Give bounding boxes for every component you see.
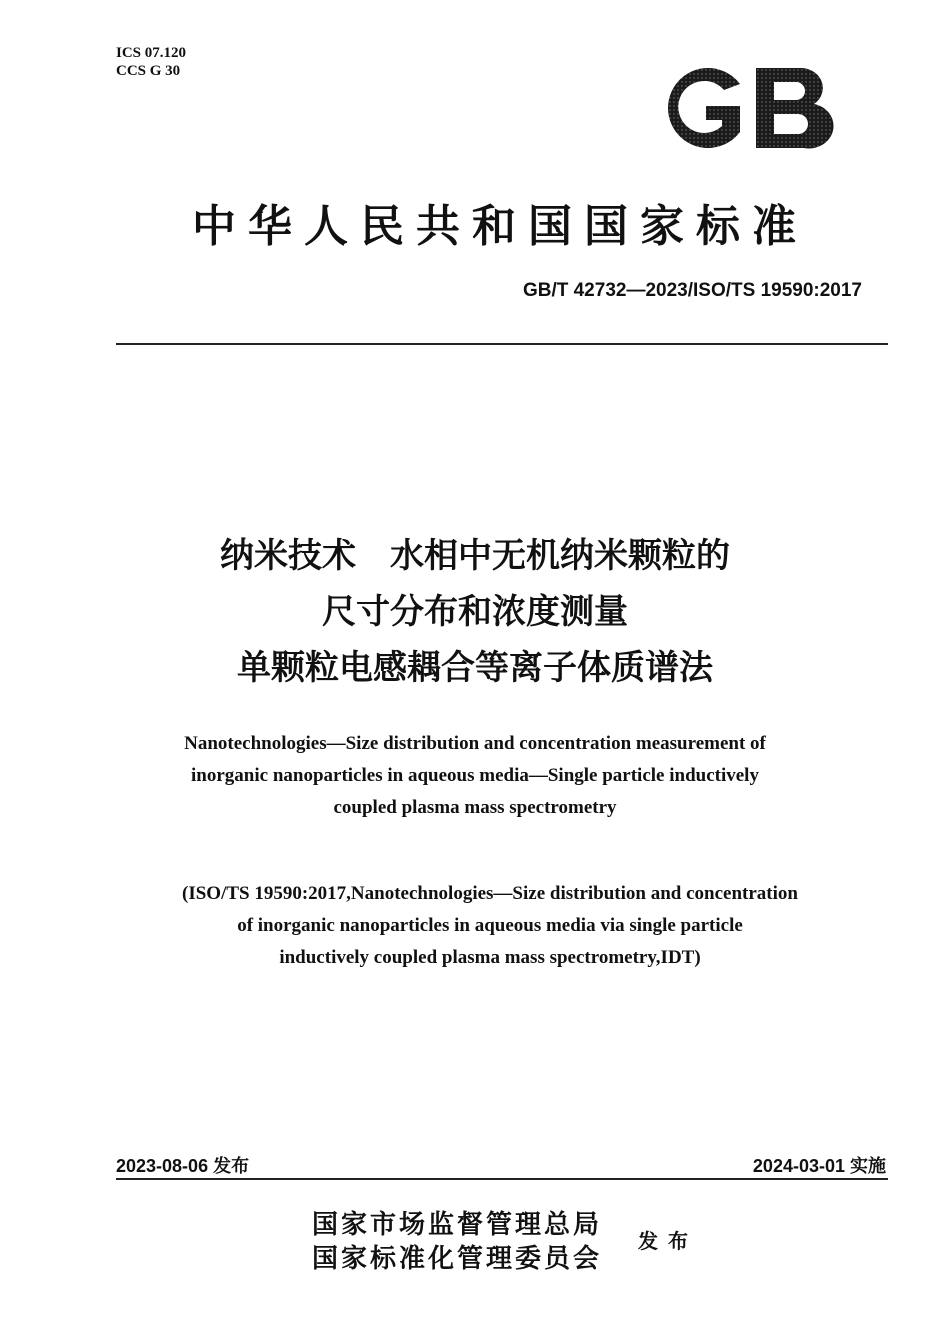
idt-line: (ISO/TS 19590:2017,Nanotechnologies—Size distribution and concentration	[182, 883, 798, 904]
standard-name: 中华人民共和国国家标准	[192, 201, 808, 252]
issue-date: 2023-08-06 发布	[116, 1156, 250, 1176]
chinese-title-line: 纳米技术 水相中无机纳米颗粒的	[220, 536, 730, 576]
classification-codes	[116, 44, 186, 80]
identical-adoption-note	[110, 878, 870, 974]
ccs-code: CCS G 30	[116, 63, 181, 79]
header-divider	[116, 343, 888, 345]
english-title-line: inorganic nanoparticles in aqueous media—Single particle inductively	[191, 765, 759, 786]
ics-code: ICS 07.120	[116, 45, 187, 61]
footer-divider	[116, 1178, 888, 1180]
standard-number: GB/T 42732—2023/ISO/TS 19590:2017	[522, 280, 862, 301]
issuer: 国家标准化管理委员会	[312, 1244, 603, 1274]
gb-logo-icon	[652, 60, 838, 156]
idt-line: inductively coupled plasma mass spectrometry,IDT)	[279, 947, 701, 968]
english-title-line: coupled plasma mass spectrometry	[333, 797, 617, 818]
chinese-title-line: 尺寸分布和浓度测量	[322, 592, 628, 632]
issuing-authorities	[312, 1208, 602, 1276]
english-title	[120, 728, 830, 824]
idt-line: of inorganic nanoparticles in aqueous media via single particle	[237, 915, 743, 936]
implementation-date: 2024-03-01 实施	[752, 1156, 886, 1176]
chinese-title-line: 单颗粒电感耦合等离子体质谱法	[237, 648, 713, 688]
chinese-title	[80, 528, 870, 696]
english-title-line: Nanotechnologies—Size distribution and concentration measurement of	[184, 733, 766, 754]
issuer: 国家市场监督管理总局	[312, 1210, 603, 1240]
publish-label: 发布	[638, 1229, 698, 1253]
